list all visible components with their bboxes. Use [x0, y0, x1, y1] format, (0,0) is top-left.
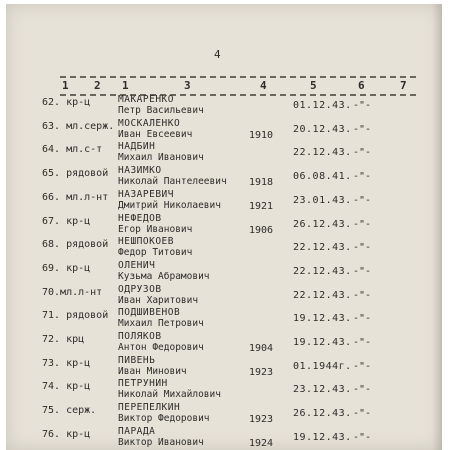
document-page: [6, 4, 442, 450]
header-col-3: 3: [184, 79, 191, 92]
record-ditto-mark: -"-: [353, 408, 372, 420]
record-number-rank: 65. рядовой: [42, 168, 109, 180]
record-number-rank: 70.мл.л-нт: [42, 286, 103, 298]
record-surname: ПИВЕНЬ: [118, 354, 156, 366]
record-name: [118, 236, 192, 258]
record-date: 22.12.43.: [293, 265, 352, 277]
record-ditto-mark: -"-: [353, 265, 372, 277]
header-col-2: 2: [94, 79, 101, 92]
record-ditto-mark: -"-: [353, 431, 372, 443]
record-surname: МАКАРЕНКО: [118, 94, 174, 105]
record-name: [118, 378, 221, 400]
record-given-name: Михаил Иванович: [118, 152, 204, 164]
record-number-rank: 64. мл.с-т: [42, 144, 103, 156]
record-given-name: Дмитрий Николаевич: [118, 199, 221, 211]
record-name: [118, 307, 204, 329]
record-surname: ОЛЕНИЧ: [118, 259, 156, 271]
record-given-name: Петр Васильевич: [118, 105, 204, 116]
record-name: [118, 94, 204, 116]
record-number-rank: 62. кр-ц: [42, 97, 91, 108]
list-item: [6, 165, 442, 187]
record-number-rank: 68. рядовой: [42, 239, 109, 251]
record-number-rank: 63. мл.серж.: [42, 120, 115, 132]
record-surname: МОСКАЛЕНКО: [118, 117, 181, 129]
record-ditto-mark: -"-: [353, 360, 372, 372]
record-date: 23.01.43.: [293, 194, 352, 206]
record-birth-year: 1918: [249, 177, 274, 189]
list-item: [6, 378, 442, 400]
record-ditto-mark: -"-: [353, 313, 372, 325]
record-given-name: Иван Минович: [118, 365, 187, 377]
page-number: 4: [214, 48, 222, 61]
record-given-name: Иван Харитович: [118, 294, 199, 306]
record-date: 26.12.43.: [293, 408, 352, 420]
record-name: [118, 355, 187, 377]
record-name: [118, 189, 221, 211]
record-name: [118, 402, 210, 424]
record-given-name: Федор Титович: [118, 247, 193, 259]
list-item: [6, 402, 442, 424]
record-date: 20.12.43.: [293, 123, 352, 135]
record-given-name: Николай Пантелеевич: [118, 176, 227, 188]
record-number-rank: 74. кр-ц: [42, 381, 91, 393]
header-col-5: 5: [310, 79, 317, 92]
list-item: [6, 118, 442, 140]
record-surname: НАДБИН: [118, 141, 156, 153]
list-item: [6, 94, 442, 116]
record-number-rank: 76. кр-ц: [42, 428, 91, 440]
record-surname: ПАРАДА: [118, 425, 156, 437]
record-given-name: Виктор Иванович: [118, 436, 204, 448]
list-item: [6, 260, 442, 282]
record-date: 22.12.43.: [293, 147, 352, 159]
record-birth-year: 1904: [249, 343, 274, 354]
record-date: 19.12.43.: [293, 337, 352, 348]
record-surname: НЕШПОКОЕВ: [118, 236, 174, 248]
record-name: [118, 165, 227, 187]
record-surname: НЕФЕДОВ: [118, 212, 162, 224]
record-given-name: Михаил Петрович: [118, 318, 204, 330]
record-ditto-mark: -"-: [353, 218, 372, 230]
record-date: 26.12.43.: [293, 218, 352, 230]
record-surname: НАЗАРЕВИЧ: [118, 188, 174, 200]
record-ditto-mark: -"-: [353, 123, 372, 135]
record-surname: ОДРУЗОВ: [118, 283, 162, 295]
record-ditto-mark: -"-: [353, 384, 372, 396]
record-date: 19.12.43.: [293, 431, 352, 443]
list-item: [6, 307, 442, 329]
list-item: [6, 331, 442, 353]
record-birth-year: 1906: [249, 224, 274, 236]
record-ditto-mark: -"-: [353, 337, 372, 348]
record-date: 06.08.41.: [293, 171, 352, 183]
record-number-rank: 66. мл.л-нт: [42, 191, 109, 203]
record-name: [118, 213, 192, 235]
record-date: 22.12.43.: [293, 242, 352, 254]
list-item: [6, 213, 442, 235]
list-item: [6, 189, 442, 211]
list-item: [6, 236, 442, 258]
record-number-rank: 72. крц: [42, 334, 85, 345]
record-birth-year: 1910: [249, 129, 274, 141]
record-surname: НАЗИМКО: [118, 165, 162, 177]
header-col-7: 7: [400, 79, 407, 92]
record-number-rank: 69. кр-ц: [42, 262, 91, 274]
record-ditto-mark: -"-: [353, 171, 372, 183]
record-given-name: Виктор Федорович: [118, 413, 210, 425]
record-name: [118, 284, 198, 306]
record-given-name: Иван Евсеевич: [118, 128, 193, 140]
record-name: [118, 426, 204, 448]
record-date: 01.12.43.: [293, 100, 352, 111]
record-date: 19.12.43.: [293, 313, 352, 325]
header-col-6: 6: [358, 79, 365, 92]
record-surname: ПОЛЯКОВ: [118, 331, 162, 342]
record-birth-year: 1923: [249, 366, 274, 378]
record-number-rank: 71. рядовой: [42, 310, 109, 322]
record-birth-year: 1924: [249, 437, 274, 449]
record-date: 22.12.43.: [293, 289, 352, 301]
record-birth-year: 1921: [249, 200, 274, 212]
record-date: 23.12.43.: [293, 384, 352, 396]
header-col-1: 1: [62, 79, 69, 92]
list-item: [6, 141, 442, 163]
record-ditto-mark: -"-: [353, 194, 372, 206]
record-birth-year: 1923: [249, 414, 274, 426]
record-given-name: Николай Михайлович: [118, 389, 221, 401]
record-number-rank: 67. кр-ц: [42, 215, 91, 227]
record-given-name: Егор Иванович: [118, 223, 193, 235]
record-number-rank: 73. кр-ц: [42, 357, 91, 369]
record-ditto-mark: -"-: [353, 289, 372, 301]
record-name: [118, 118, 192, 140]
record-surname: ПЕРЕПЕЛКИН: [118, 402, 181, 414]
header-col-4: 4: [260, 79, 267, 92]
list-item: [6, 426, 442, 448]
table-header: [60, 76, 416, 96]
record-given-name: Антон Федорович: [118, 342, 204, 353]
record-number-rank: 75. серж.: [42, 405, 97, 417]
list-item: [6, 284, 442, 306]
record-ditto-mark: -"-: [353, 147, 372, 159]
header-col-3-left: 1: [122, 79, 129, 92]
record-name: [118, 260, 210, 282]
record-ditto-mark: -"-: [353, 100, 372, 111]
record-name: [118, 331, 204, 353]
record-date: 01.1944г.: [293, 360, 352, 372]
list-item: [6, 355, 442, 377]
record-given-name: Кузьма Абрамович: [118, 270, 210, 282]
record-name: [118, 141, 204, 163]
record-ditto-mark: -"-: [353, 242, 372, 254]
record-surname: ПЕТРУНИН: [118, 378, 168, 390]
record-surname: ПОДШИВЕНОВ: [118, 307, 181, 319]
